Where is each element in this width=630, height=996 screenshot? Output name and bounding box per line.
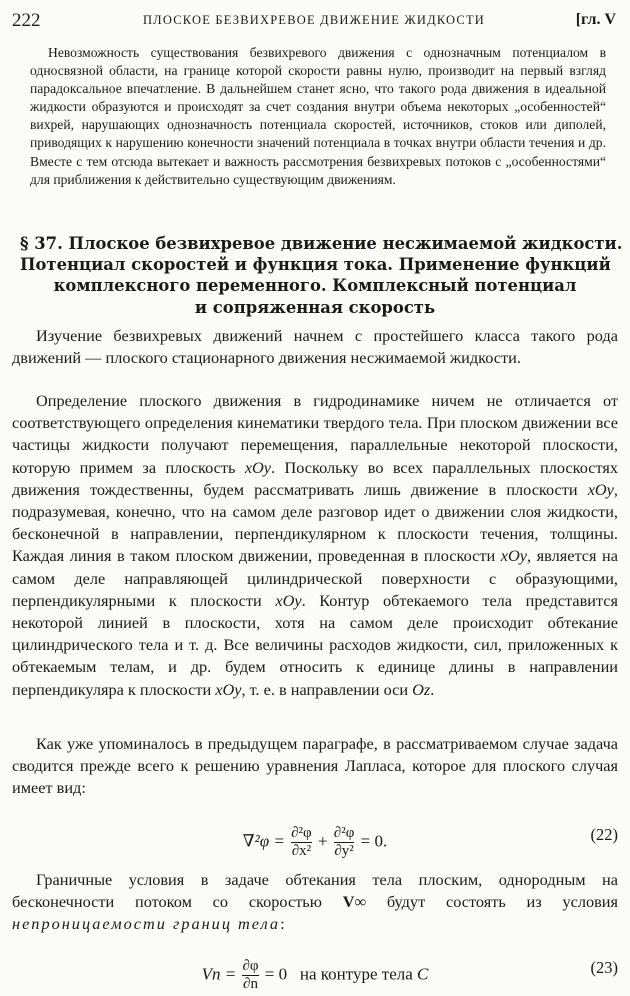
page-header [12,10,616,32]
fraction [291,825,312,860]
formula-text: на контуре тела [299,964,418,984]
numerator: ∂²φ [333,825,355,841]
formula-lhs: ∇²φ = [242,831,290,851]
heading-line-4: и сопряженная скорость [194,297,436,317]
body-paragraph-1 [12,325,618,369]
denominator: ∂n [243,976,258,992]
text-run: , т. е. в направлении оси [241,679,413,699]
section-heading [20,233,623,318]
equation-22 [12,813,618,859]
equation-number: (23) [590,958,618,977]
intro-paragraph [30,44,606,189]
fraction [242,958,258,993]
chapter-label: [гл. V [575,11,616,28]
formula-rhs: = 0. [356,831,388,851]
plus-sign: + [313,831,332,851]
formula-rhs: = 0 [260,964,288,984]
body-paragraph-4 [12,869,618,936]
text-run: : [280,914,285,934]
denominator: ∂x² [291,843,312,859]
math-var: xOy [244,457,272,477]
equation-23 [12,950,618,996]
text-run: , подразумевая, конечно, что на самом деле разговор идет о движении слоя жидкости, бесконечной в направлении, перпендикулярном к плоскости течения, толщины. Каждая линия в таком плоском движении, проведенная в плоскости [12,479,618,566]
text-run: . [430,679,435,699]
math-var: xOy [215,679,242,699]
text-run: . Контур обтекаемого тела представится некоторой линией в плоскости, хотя на самом деле происходит обтекание цилиндрического тела и т. д. Все величины расходов жидкости, сил, приложенных к обтекаемым телам, и др. будем относить к единице длины в направлении перпендикуляра к плоскости [12,590,618,699]
paragraph-text: Изучение безвихревых движений начнем с простейшего класса такого рода движений — плоского стационарного движения несжимаемой жидкости. [12,326,618,368]
heading-line-1: § 37. Плоское безвихревое движение несжимаемой жидкости. [20,234,623,253]
text-run: , является на самом деле направляющей цилиндрической поверхности с образующими, перпендикулярными к плоскости [12,546,618,610]
numerator: ∂²φ [291,825,312,841]
math-var: xOy [587,479,614,499]
paragraph-text: Как уже упоминалось в предыдущем параграфе, в рассматриваемом случае задача сводится прежде всего к решению уравнения Лапласа, которое для плоского случая имеет вид: [12,734,618,798]
paragraph-text [12,390,618,701]
page-number: 222 [12,10,41,31]
denominator: ∂y² [334,843,354,859]
math-var: xOy [500,546,527,566]
boundary-formula [12,958,618,993]
math-var: xOy [275,590,302,610]
body-paragraph-3 [12,733,618,800]
formula-lhs: Vn = [201,964,241,984]
heading-line-3: комплексного переменного. Комплексный потенциал [53,276,577,296]
text-run: Граничные условия в задаче обтекания тела плоским, однородным на бесконечности потоком со скоростью [12,870,618,912]
text-run: . Поскольку во всех параллельных плоскостях движения тождественны, будем рассматривать лишь движение в плоскости [12,457,618,499]
paragraph-text [12,869,618,936]
emphasized-text: непроницаемости границ тела [12,914,281,934]
math-var: V∞ [342,892,367,912]
heading-line-2: Потенциал скоростей и функция тока. Применение функций [20,255,611,275]
math-var: Oz [412,679,431,699]
fraction [334,825,355,860]
equation-number: (22) [590,825,618,844]
intro-text: Невозможность существования безвихревого движения с однозначным потенциалом в односвязной области, на границе которой скорости равны нулю, производит на первый взгляд парадоксальное впечатление. В дальнейшем станет ясно, что такого рода движения в идеальной жидкости образуются и происходят за счет создания внутри объема некоторых „особенностей“ вихрей, нарушающих однозначность потенциала скоростей, источников, стоков или диполей, приводящих к нарушению конечности значений потенциала в точках внутри области течения и др. Вместе с тем отсюда вытекает и важность рассмотрения безвихревых потоков с „особенностями“ для приближения к действительно существующим движениям. [30,45,606,187]
running-title: ПЛОСКОЕ БЕЗВИХРЕВОЕ ДВИЖЕНИЕ ЖИДКОСТИ [142,13,486,27]
text-run: Определение плоского движения в гидродинамике ничем не отличается от соответствующего определения кинематики твердого тела. При плоском движении все частицы жидкости получают перемещения, параллельные некоторой плоскости, которую примем за плоскость [12,391,618,477]
body-paragraph-2 [12,390,618,701]
laplace-formula [12,825,618,860]
math-var: C [417,964,429,984]
numerator: ∂φ [242,958,259,974]
text-run: будут состоять из условия [366,892,618,912]
